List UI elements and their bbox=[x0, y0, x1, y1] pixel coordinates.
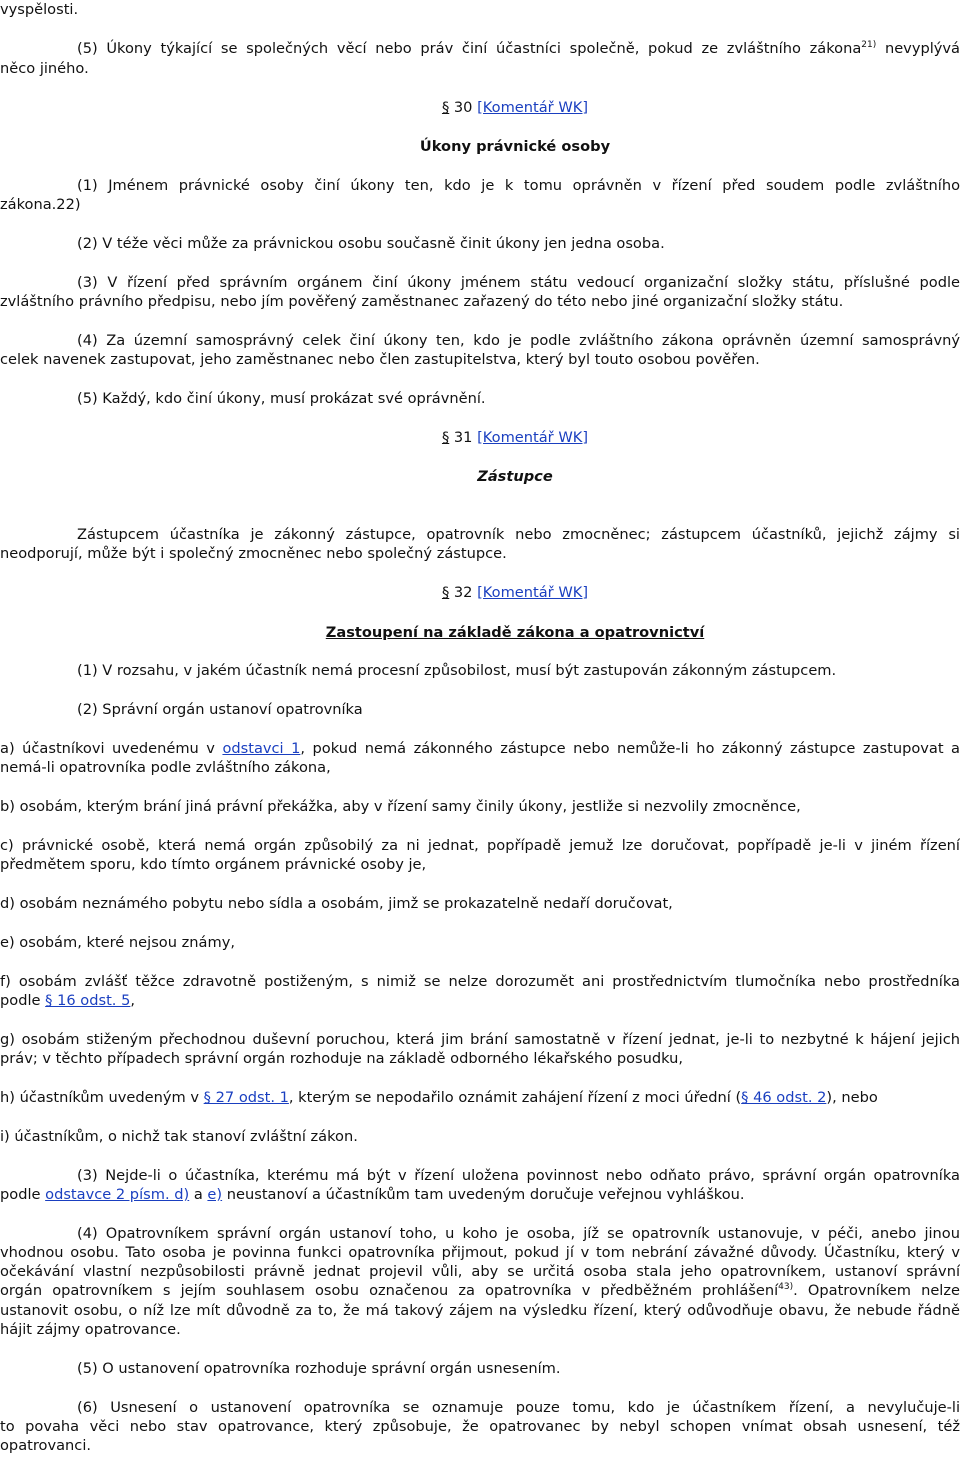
list-item-e: e) osobám, které nejsou známy, bbox=[0, 934, 235, 951]
text-line: hájit zájmy opatrovance. bbox=[0, 1321, 181, 1338]
commentary-link[interactable]: [Komentář WK] bbox=[477, 99, 589, 116]
text-span: . Opatrovníkem nelze bbox=[793, 1282, 960, 1299]
section-sign-icon: § bbox=[441, 429, 450, 446]
footnote-ref: 43) bbox=[778, 1282, 794, 1292]
text-span: podle bbox=[0, 1186, 41, 1203]
paragraph-line: ustanovit osobu, o níž lze mít důvodně za to, že má takový zájem na výsledku řízení, který odůvodňuje obavu, že nebude řádně bbox=[0, 1302, 960, 1319]
paragraph-line: (1) V rozsahu, v jakém účastník nemá procesní způsobilost, musí být zastupován zákonným zástupcem. bbox=[77, 662, 837, 679]
list-item-c: c) právnické osobě, která nemá orgán způsobilý za ni jednat, popřípadě jemuž lze doručovat, popřípadě je-li v jiném řízení bbox=[0, 837, 960, 854]
commentary-link[interactable]: [Komentář WK] bbox=[477, 429, 589, 446]
section-heading-30 bbox=[0, 98, 960, 117]
reference-link[interactable]: e) bbox=[207, 1186, 223, 1203]
reference-link[interactable]: § 46 odst. 2 bbox=[741, 1089, 827, 1106]
section-number: 32 bbox=[453, 584, 473, 601]
section-title: Zastoupení na základě zákona a opatrovnictví bbox=[325, 624, 705, 641]
text-span: podle bbox=[0, 992, 41, 1009]
reference-link[interactable]: odstavci 1 bbox=[222, 740, 301, 757]
reference-link[interactable]: odstavce 2 písm. d) bbox=[45, 1186, 190, 1203]
section-title: Zástupce bbox=[477, 468, 553, 485]
text-line: práv; v těchto případech správní orgán rozhoduje na základě odborného lékařského posudku, bbox=[0, 1050, 684, 1067]
paragraph-line: (4) Opatrovníkem správní orgán ustanoví toho, u koho je osoba, jíž se opatrovník ustanovuje, v péči, anebo jinou bbox=[77, 1225, 960, 1242]
section-heading-32 bbox=[0, 583, 960, 602]
list-item-d: d) osobám neznámého pobytu nebo sídla a osobám, jimž se prokazatelně nedaří doručovat, bbox=[0, 895, 673, 912]
list-item-b: b) osobám, kterým brání jiná právní překážka, aby v řízení samy činily úkony, jestliže si nezvolily zmocněnce, bbox=[0, 798, 801, 815]
text-line: nemá-li opatrovníka podle zvláštního zákona, bbox=[0, 759, 331, 776]
text-span: , bbox=[130, 992, 136, 1009]
section-number: 30 bbox=[453, 99, 473, 116]
text-span: nevyplývá bbox=[884, 40, 960, 57]
text-line: opatrovanci. bbox=[0, 1437, 92, 1454]
text-span: , kterým se nepodařilo oznámit zahájení řízení z moci úřední ( bbox=[288, 1089, 742, 1106]
section-sign-icon: § bbox=[441, 99, 450, 116]
text-line bbox=[0, 1185, 960, 1204]
list-item-g: g) osobám stiženým přechodnou duševní poruchou, která jim brání samostatně v řízení jednat, je-li to nezbytné k hájení jejich bbox=[0, 1031, 960, 1048]
paragraph-line bbox=[77, 39, 960, 58]
text-line: zákona.22) bbox=[0, 196, 81, 213]
text-span: neustanoví a účastníkům tam uvedeným doručuje veřejnou vyhláškou. bbox=[226, 1186, 745, 1203]
paragraph-line: očekávání vlastní nezpůsobilosti právně jednat projevil vůli, aby se určitá osoba stala jeho opatrovníkem, ustanoví správní bbox=[0, 1263, 960, 1280]
text-span: (5) Úkony týkající se společných věcí nebo práv činí účastníci společně, pokud ze zvláštního zákona bbox=[77, 40, 862, 57]
paragraph-line: (2) Správní orgán ustanoví opatrovníka bbox=[77, 701, 363, 718]
paragraph-line: to povaha věci nebo stav opatrovance, který způsobuje, že opatrovanec by nebyl schopen vnímat obsah usnesení, též bbox=[0, 1418, 960, 1435]
text-line: zvláštního právního předpisu, nebo jím pověřený zaměstnanec zařazený do této nebo jiné organizační složky státu. bbox=[0, 293, 844, 310]
section-sign-icon: § bbox=[441, 584, 450, 601]
reference-link[interactable]: § 16 odst. 5 bbox=[45, 992, 131, 1009]
paragraph-line: (5) Každý, kdo činí úkony, musí prokázat své oprávnění. bbox=[77, 390, 486, 407]
paragraph-line: (3) Nejde-li o účastníka, kterému má být v řízení uložena povinnost nebo odňato právo, správní orgán opatrovníka bbox=[77, 1167, 960, 1184]
paragraph-line: (2) V téže věci může za právnickou osobu současně činit úkony jen jedna osoba. bbox=[77, 235, 665, 252]
footnote-ref: 21) bbox=[861, 40, 877, 50]
text-span: a) účastníkovi uvedenému v bbox=[0, 740, 215, 757]
text-span: a bbox=[193, 1186, 203, 1203]
text-line: vyspělosti. bbox=[0, 1, 79, 18]
reference-link[interactable]: § 27 odst. 1 bbox=[203, 1089, 289, 1106]
text-line: něco jiného. bbox=[0, 60, 89, 77]
text-line: neodporují, může být i společný zmocněnec nebo společný zástupce. bbox=[0, 545, 507, 562]
section-number: 31 bbox=[453, 429, 473, 446]
text-line: celek navenek zastupovat, jeho zaměstnanec nebo člen zastupitelstva, který byl touto osobou pověřen. bbox=[0, 351, 760, 368]
text-span: , pokud nemá zákonného zástupce nebo nemůže-li ho zákonný zástupce zastupovat a bbox=[300, 740, 960, 757]
section-title: Úkony právnické osoby bbox=[419, 138, 611, 155]
text-span: orgán opatrovníkem s jejím souhlasem osobu označenou za opatrovníka v předběžném prohlášení bbox=[0, 1282, 779, 1299]
commentary-link[interactable]: [Komentář WK] bbox=[477, 584, 589, 601]
paragraph-line: (3) V řízení před správním orgánem činí úkony jménem státu vedoucí organizační složky státu, příslušné podle bbox=[77, 274, 960, 291]
text-line bbox=[0, 991, 960, 1010]
list-item-h bbox=[0, 1088, 960, 1107]
paragraph-line: Zástupcem účastníka je zákonný zástupce, opatrovník nebo zmocněnec; zástupcem účastníků, jejichž zájmy si bbox=[77, 526, 960, 543]
list-item-i: i) účastníkům, o nichž tak stanoví zvláštní zákon. bbox=[0, 1128, 358, 1145]
section-heading-31 bbox=[0, 428, 960, 447]
list-item-a bbox=[0, 739, 960, 758]
text-span: ), nebo bbox=[826, 1089, 878, 1106]
list-item-f: f) osobám zvlášť těžce zdravotně postiženým, s nimiž se nelze dorozumět ani prostřednictvím tlumočníka nebo prostředníka bbox=[0, 973, 960, 990]
paragraph-line: (4) Za územní samosprávný celek činí úkony ten, kdo je podle zvláštního zákona oprávněn územní samosprávný bbox=[77, 332, 960, 349]
paragraph-line bbox=[0, 1281, 960, 1300]
paragraph-line: (1) Jménem právnické osoby činí úkony ten, kdo je k tomu oprávněn v řízení před soudem podle zvláštního bbox=[77, 177, 960, 194]
paragraph-line: (5) O ustanovení opatrovníka rozhoduje správní orgán usnesením. bbox=[77, 1360, 561, 1377]
text-span: h) účastníkům uvedeným v bbox=[0, 1089, 200, 1106]
paragraph-line: (6) Usnesení o ustanovení opatrovníka se oznamuje pouze tomu, kdo je účastníkem řízení, a nevylučuje-li bbox=[77, 1399, 960, 1416]
text-line: předmětem sporu, kdo tímto orgánem právnické osoby je, bbox=[0, 856, 427, 873]
paragraph-line: vhodnou osobu. Tato osoba je povinna funkci opatrovníka přijmout, pokud jí v tom nebrání závažné důvody. Účastníku, který v bbox=[0, 1244, 960, 1261]
